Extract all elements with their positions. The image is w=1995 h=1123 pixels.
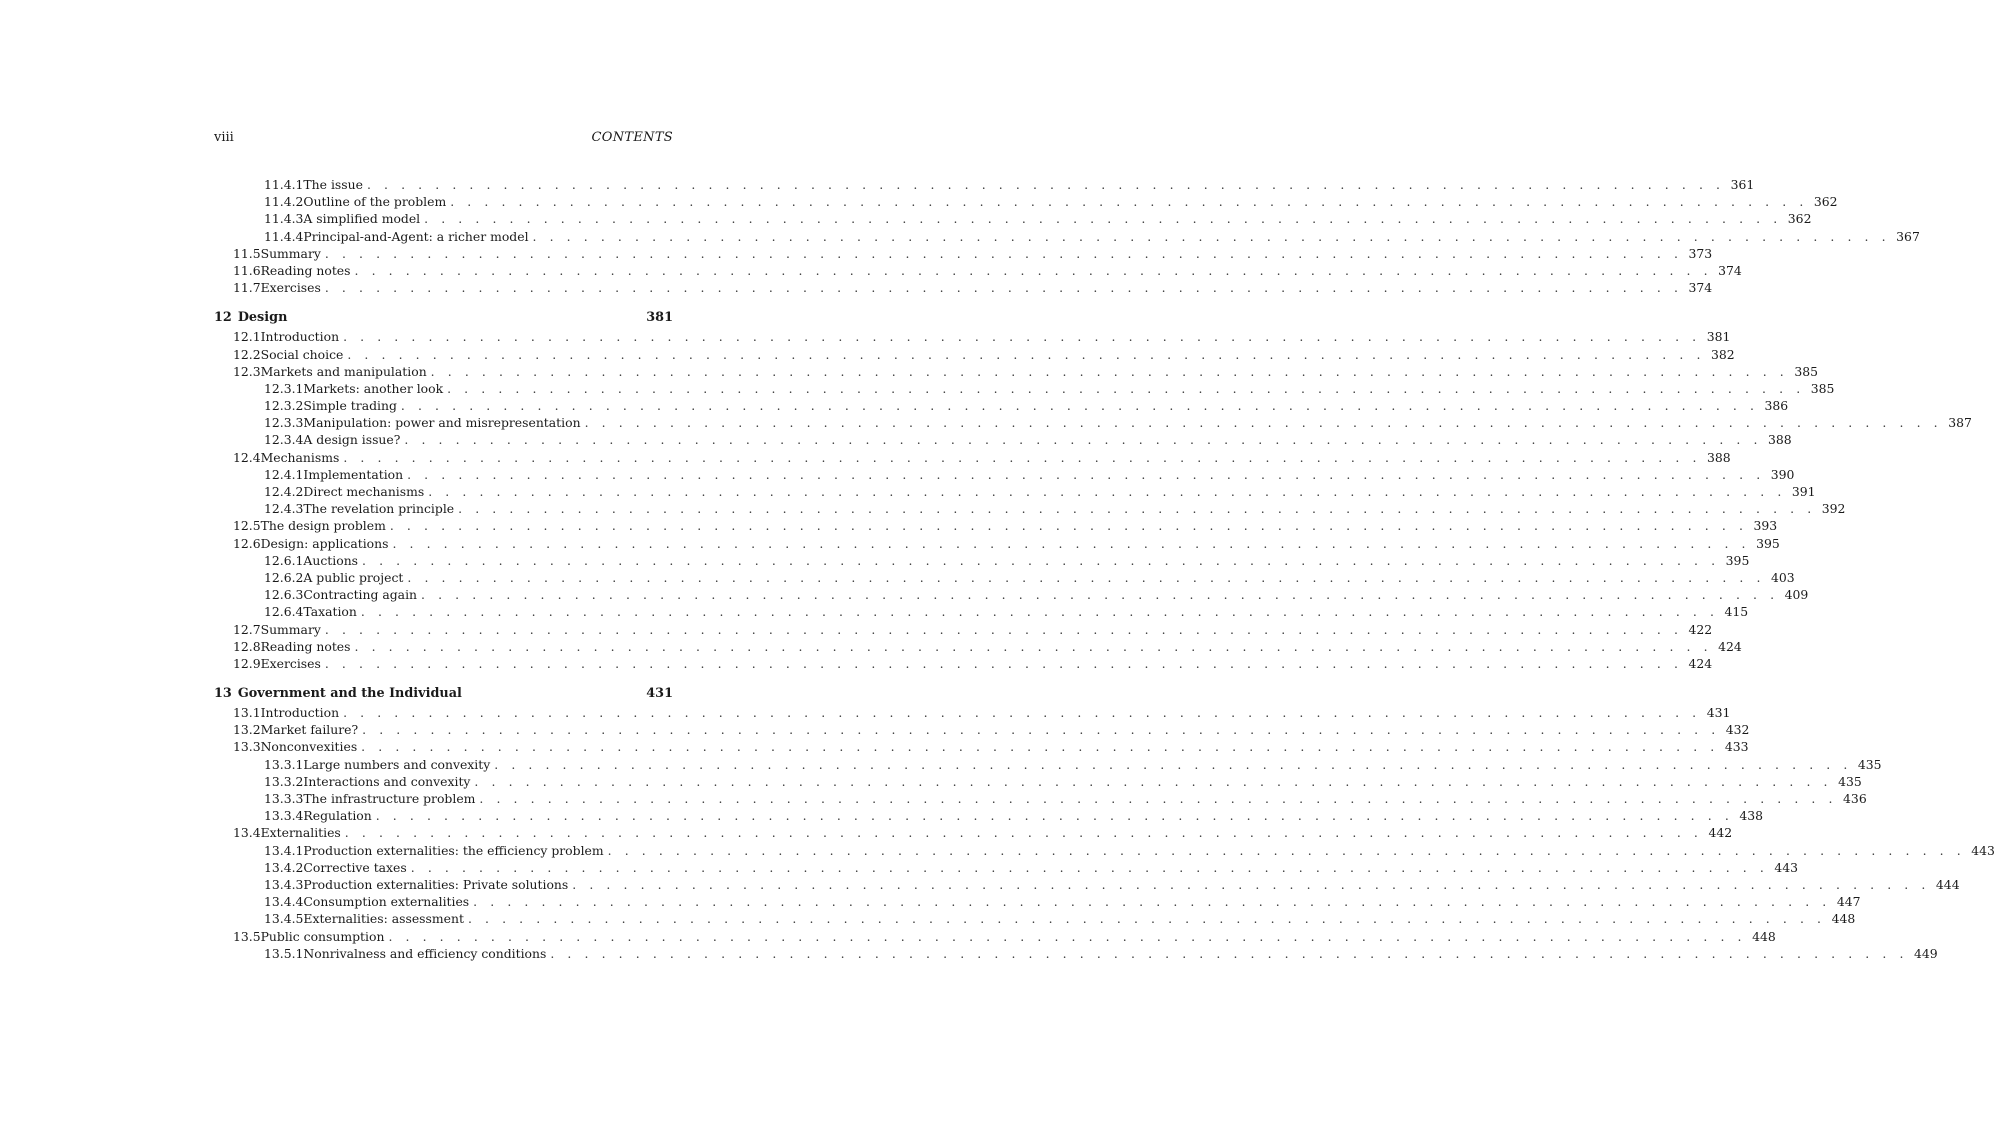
toc-entry-title: Summary [260,621,321,637]
toc-entry-title: Outline of the problem [303,194,447,210]
toc-entry-number: 12.9 [233,655,261,671]
toc-entry-title: The revelation principle [303,501,455,517]
toc-dot-leader: . . . . . . . . . . . . . . . . . . . . . . . . . . . . . . . . . . . . . . . . . . . . . . . . . . . . . . . . . . . . . . . . . . . . . . . . . . . . . . . . [343,449,1701,465]
toc-entry-title: Production externalities: the efficiency problem [303,842,604,858]
toc-entry-page: 386 [1764,398,1789,414]
toc-entry-title: Principal-and-Agent: a richer model [303,228,529,244]
toc-dot-leader: . . . . . . . . . . . . . . . . . . . . . . . . . . . . . . . . . . . . . . . . . . . . . . . . . . . . . . . . . . . . . . . . . . . . . . . . . . . . . . . . [407,466,1765,482]
toc-entry-number: 11.7 [233,280,261,296]
toc-entry-number: 11.5 [233,245,261,261]
toc-dot-leader: . . . . . . . . . . . . . . . . . . . . . . . . . . . . . . . . . . . . . . . . . . . . . . . . . . . . . . . . . . . . . . . . . . . . . . . . . . . . . . . . [428,484,1786,499]
toc-dot-leader: . . . . . . . . . . . . . . . . . . . . . . . . . . . . . . . . . . . . . . . . . . . . . . . . . . . . . . . . . . . . . . . . . . . . . . . . . . . . . . . . [407,569,1766,585]
toc-subsection-entry [214,483,1816,500]
toc-entry-number: 13.3.4 [264,808,304,824]
toc-subsection-entry [214,380,1835,397]
toc-entry-number: 12.6.1 [264,552,304,568]
toc-subsection-entry [214,876,1960,893]
toc-subsection-entry [214,466,1795,483]
toc-subsection-entry [214,569,1795,586]
toc-entry-title: Markets and manipulation [260,363,427,379]
toc-subsection-entry [214,910,1856,927]
toc-entry-title: Simple trading [303,398,397,414]
toc-subsection-entry [214,414,1972,431]
toc-entry-number: 12.4.2 [264,484,304,499]
toc-entry-title: Design [237,310,288,326]
toc-dot-leader: . . . . . . . . . . . . . . . . . . . . . . . . . . . . . . . . . . . . . . . . . . . . . . . . . . . . . . . . . . . . . . . . . . . . . . . . . . . . . . . . [458,501,1816,517]
toc-section-entry [214,535,1780,552]
toc-entry-page: 449 [1914,945,1938,961]
toc-dot-leader: . . . . . . . . . . . . . . . . . . . . . . . . . . . . . . . . . . . . . . . . . . . . . . . . . . . . . . . . . . . . . . . . . . . . . . . . . . . . . . . . [354,262,1713,278]
toc-entry-number: 13 [214,686,232,702]
toc-entry-page: 395 [1756,535,1780,551]
toc-entry-number: 11.4.2 [264,194,304,210]
toc-entry-page: 431 [646,686,673,702]
toc-section-entry [214,721,1750,738]
toc-section-entry [214,621,1713,638]
toc-section-entry [214,449,1731,466]
toc-entry-title: Manipulation: power and misrepresentation [303,415,581,431]
toc-section-entry [214,824,1733,841]
toc-entry-number: 12.6.4 [264,604,304,620]
toc-entry-page: 415 [1724,604,1749,620]
toc-dot-leader: . . . . . . . . . . . . . . . . . . . . . . . . . . . . . . . . . . . . . . . . . . . . . . . . . . . . . . . . . . . . . . . . . . . . . . . . . . . . . . . . [424,211,1782,227]
toc-dot-leader: . . . . . . . . . . . . . . . . . . . . . . . . . . . . . . . . . . . . . . . . . . . . . . . . . . . . . . . . . . . . . . . . . . . . . . . . . . . . . . . . [343,329,1701,345]
toc-entry-page: 390 [1770,466,1795,482]
toc-section-entry [214,328,1731,345]
running-title: CONTENTS [591,130,673,145]
toc-entry-page: 433 [1724,739,1749,755]
toc-dot-leader: . . . . . . . . . . . . . . . . . . . . . . . . . . . . . . . . . . . . . . . . . . . . . . . . . . . . . . . . . . . . . . . . . . . . . . . . . . . . . . . . [324,280,1683,296]
toc-entry-page: 373 [1688,245,1713,261]
toc-dot-leader: . . . . . . . . . . . . . . . . . . . . . . . . . . . . . . . . . . . . . . . . . . . . . . . . . . . . . . . . . . . . . . . . . . . . . . . . . . . . . . . . [324,621,1683,637]
toc-entry-page: 424 [1718,638,1742,654]
toc-entry-page: 444 [1935,876,1960,892]
toc-dot-leader: . . . . . . . . . . . . . . . . . . . . . . . . . . . . . . . . . . . . . . . . . . . . . . . . . . . . . . . . . . . . . . . . . . . . . . . . . . . . . . . . [584,415,1943,431]
toc-entry-page: 362 [1813,194,1838,210]
page-number: viii [214,130,234,145]
toc-dot-leader: . . . . . . . . . . . . . . . . . . . . . . . . . . . . . . . . . . . . . . . . . . . . . . . . . . . . . . . . . . . . . . . . . . . . . . . . . . . . . . . . [532,228,1891,244]
toc-entry-title: Regulation [303,808,372,824]
toc-entry-number: 12.4.3 [264,501,304,517]
toc-entry-title: A simplified model [303,211,421,227]
toc-entry-title: Social choice [260,346,344,362]
toc-section-entry [214,363,1818,380]
toc-entry-page: 438 [1739,808,1764,824]
toc-entry-number: 13.2 [233,722,261,738]
toc-entry-page: 435 [1857,756,1882,772]
toc-dot-leader: . . . . . . . . . . . . . . . . . . . . . . . . . . . . . . . . . . . . . . . . . . . . . . . . . . . . . . . . . . . . . . . . . . . . . . . . . . . . . . . . [362,722,1720,738]
toc-section-entry [214,738,1749,755]
toc-section-entry [214,928,1776,945]
toc-subsection-entry [214,176,1755,193]
toc-entry-title: Direct mechanisms [303,484,425,499]
toc-entry-page: 361 [1730,177,1755,192]
toc-entry-number: 12.3.3 [264,415,304,431]
toc-dot-leader: . . . . . . . . . . . . . . . . . . . . . . . . . . . . . . . . . . . . . . . . . . . . . . . . . . . . . . . . . . . . . . . . . . . . . . . . . . . . . . . . [410,859,1769,875]
toc-entry-number: 11.4.3 [264,211,304,227]
toc-entry-number: 12.3 [233,363,261,379]
toc-dot-leader: . . . . . . . . . . . . . . . . . . . . . . . . . . . . . . . . . . . . . . . . . . . . . . . . . . . . . . . . . . . . . . . . . . . . . . . . . . . . . . . . [421,587,1779,603]
toc-entry-number: 12.3.4 [264,432,304,448]
toc-entry-title: Public consumption [260,928,385,944]
toc-entry-page: 442 [1708,825,1733,841]
toc-subsection-entry [214,500,1846,517]
toc-entry-page: 393 [1753,518,1778,534]
toc-entry-page: 424 [1688,655,1713,671]
toc-subsection-entry [214,842,1995,859]
toc-entry-page: 381 [646,310,673,326]
toc-entry-page: 403 [1771,569,1795,585]
toc-entry-page: 443 [1971,842,1995,858]
toc-entry-number: 13.3 [233,739,261,755]
toc-entry-number: 12.6 [233,535,261,551]
toc-entry-number: 12.5 [233,518,261,534]
toc-entry-page: 385 [1794,363,1818,379]
toc-entry-page: 374 [1688,280,1713,296]
toc-dot-leader: . . . . . . . . . . . . . . . . . . . . . . . . . . . . . . . . . . . . . . . . . . . . . . . . . . . . . . . . . . . . . . . . . . . . . . . . . . . . . . . . [362,552,1720,568]
toc-section-entry [214,346,1735,363]
toc-dot-leader: . . . . . . . . . . . . . . . . . . . . . . . . . . . . . . . . . . . . . . . . . . . . . . . . . . . . . . . . . . . . . . . . . . . . . . . . . . . . . . . . [389,518,1748,534]
toc-dot-leader: . . . . . . . . . . . . . . . . . . . . . . . . . . . . . . . . . . . . . . . . . . . . . . . . . . . . . . . . . . . . . . . . . . . . . . . . . . . . . . . . [473,894,1831,910]
toc-entry-page: 436 [1843,791,1867,806]
toc-entry-number: 13.4.5 [264,911,304,927]
toc-entry-title: A public project [303,569,404,585]
toc-entry-number: 12.6.3 [264,587,304,603]
toc-dot-leader: . . . . . . . . . . . . . . . . . . . . . . . . . . . . . . . . . . . . . . . . . . . . . . . . . . . . . . . . . . . . . . . . . . . . . . . . . . . . . . . . [360,604,1719,620]
toc-entry-title: Summary [260,245,321,261]
toc-subsection-entry [214,193,1838,210]
toc-entry-title: Externalities: assessment [303,911,464,927]
toc-entry-number: 12.4 [233,449,261,465]
toc-entry-page: 395 [1725,552,1750,568]
toc-entry-page: 387 [1948,415,1972,431]
toc-dot-leader: . . . . . . . . . . . . . . . . . . . . . . . . . . . . . . . . . . . . . . . . . . . . . . . . . . . . . . . . . . . . . . . . . . . . . . . . . . . . . . . . [361,739,1719,755]
toc-subsection-entry [214,893,1861,910]
toc-entry-title: Nonconvexities [260,739,358,755]
document-page [214,130,1995,962]
running-head [214,130,673,160]
toc-subsection-entry [214,431,1792,448]
toc-subsection-entry [214,210,1812,227]
toc-entry-page: 385 [1810,380,1835,396]
toc-dot-leader: . . . . . . . . . . . . . . . . . . . . . . . . . . . . . . . . . . . . . . . . . . . . . . . . . . . . . . . . . . . . . . . . . . . . . . . . . . . . . . . . [375,808,1734,824]
toc-entry-title: Taxation [303,604,357,620]
toc-entry-title: Market failure? [260,722,359,738]
toc-entry-page: 374 [1718,262,1742,278]
toc-entry-number: 13.4.4 [264,894,304,910]
toc-entry-title: Interactions and convexity [303,773,471,789]
toc-entry-number: 12.2 [233,346,261,362]
toc-subsection-entry [214,859,1799,876]
toc-subsection-entry [214,228,1920,245]
toc-entry-title: Auctions [303,552,359,568]
toc-dot-leader: . . . . . . . . . . . . . . . . . . . . . . . . . . . . . . . . . . . . . . . . . . . . . . . . . . . . . . . . . . . . . . . . . . . . . . . . . . . . . . . . [354,638,1713,654]
toc-subsection-entry [214,756,1882,773]
toc-entry-page: 435 [1838,773,1862,789]
toc-entry-number: 11.4.1 [264,177,304,192]
toc-entry-page: 388 [1768,432,1792,448]
toc-subsection-entry [214,586,1809,603]
toc-subsection-entry [214,807,1764,824]
toc-entry-page: 391 [1791,484,1816,499]
toc-entry-title: Government and the Individual [237,686,462,702]
toc-dot-leader: . . . . . . . . . . . . . . . . . . . . . . . . . . . . . . . . . . . . . . . . . . . . . . . . . . . . . . . . . . . . . . . . . . . . . . . . . . . . . . . . [467,911,1826,927]
toc-subsection-entry [214,773,1862,790]
toc-entry-number: 12.3.2 [264,398,304,414]
toc-dot-leader: . . . . . . . . . . . . . . . . . . . . . . . . . . . . . . . . . . . . . . . . . . . . . . . . . . . . . . . . . . . . . . . . . . . . . . . . . . . . . . . . [607,842,1966,858]
toc-entry-number: 13.3.3 [264,791,304,806]
toc-entry-title: Reading notes [260,262,351,278]
toc-dot-leader: . . . . . . . . . . . . . . . . . . . . . . . . . . . . . . . . . . . . . . . . . . . . . . . . . . . . . . . . . . . . . . . . . . . . . . . . . . . . . . . . [474,773,1833,789]
toc-dot-leader: . . . . . . . . . . . . . . . . . . . . . . . . . . . . . . . . . . . . . . . . . . . . . . . . . . . . . . . . . . . . . . . . . . . . . . . . . . . . . . . . [494,756,1852,772]
toc-dot-leader: . . . . . . . . . . . . . . . . . . . . . . . . . . . . . . . . . . . . . . . . . . . . . . . . . . . . . . . . . . . . . . . . . . . . . . . . . . . . . . . . [447,380,1805,396]
toc-entry-number: 13.5.1 [264,945,304,961]
toc-entry-number: 13.4.3 [264,876,304,892]
toc-entry-page: 388 [1706,449,1731,465]
toc-entry-number: 12.6.2 [264,569,304,585]
toc-entry-page: 382 [1711,346,1735,362]
toc-dot-leader: . . . . . . . . . . . . . . . . . . . . . . . . . . . . . . . . . . . . . . . . . . . . . . . . . . . . . . . . . . . . . . . . . . . . . . . . . . . . . . . . [550,945,1908,961]
toc-entry-title: Consumption externalities [303,894,470,910]
toc-entry-title: Introduction [260,329,340,345]
toc-dot-leader: . . . . . . . . . . . . . . . . . . . . . . . . . . . . . . . . . . . . . . . . . . . . . . . . . . . . . . . . . . . . . . . . . . . . . . . . . . . . . . . . [347,346,1705,362]
toc-dot-leader: . . . . . . . . . . . . . . . . . . . . . . . . . . . . . . . . . . . . . . . . . . . . . . . . . . . . . . . . . . . . . . . . . . . . . . . . . . . . . . . . [430,363,1789,379]
toc-subsection-entry [214,945,1938,962]
toc-entry-title: Reading notes [260,638,351,654]
toc-dot-leader: . . . . . . . . . . . . . . . . . . . . . . . . . . . . . . . . . . . . . . . . . . . . . . . . . . . . . . . . . . . . . . . . . . . . . . . . . . . . . . . . [388,928,1747,944]
toc-subsection-entry [214,552,1750,569]
toc-dot-leader: . . . . . . . . . . . . . . . . . . . . . . . . . . . . . . . . . . . . . . . . . . . . . . . . . . . . . . . . . . . . . . . . . . . . . . . . . . . . . . . . [400,398,1759,414]
toc-entry-title: A design issue? [303,432,401,448]
toc-entry-page: 447 [1836,894,1861,910]
toc-entry-title: Contracting again [303,587,418,603]
toc-entry-title: Markets: another look [303,380,444,396]
toc-entry-title: Corrective taxes [303,859,407,875]
toc-dot-leader: . . . . . . . . . . . . . . . . . . . . . . . . . . . . . . . . . . . . . . . . . . . . . . . . . . . . . . . . . . . . . . . . . . . . . . . . . . . . . . . . [366,177,1725,192]
toc-section-entry [214,517,1778,534]
toc-dot-leader: . . . . . . . . . . . . . . . . . . . . . . . . . . . . . . . . . . . . . . . . . . . . . . . . . . . . . . . . . . . . . . . . . . . . . . . . . . . . . . . . [324,245,1683,261]
toc-subsection-entry [214,397,1789,414]
toc-section-entry [214,638,1742,655]
toc-dot-leader: . . . . . . . . . . . . . . . . . . . . . . . . . . . . . . . . . . . . . . . . . . . . . . . . . . . . . . . . . . . . . . . . . . . . . . . . . . . . . . . . [343,705,1701,721]
table-of-contents [214,176,1995,962]
toc-entry-number: 12.1 [233,329,261,345]
toc-entry-page: 448 [1831,911,1856,927]
toc-entry-page: 422 [1688,621,1713,637]
toc-entry-title: Large numbers and convexity [303,756,491,772]
toc-entry-number: 13.3.2 [264,773,304,789]
toc-entry-page: 431 [1706,705,1731,721]
toc-entry-title: Design: applications [260,535,389,551]
toc-entry-page: 381 [1706,329,1731,345]
toc-dot-leader: . . . . . . . . . . . . . . . . . . . . . . . . . . . . . . . . . . . . . . . . . . . . . . . . . . . . . . . . . . . . . . . . . . . . . . . . . . . . . . . . [392,535,1751,551]
toc-section-entry [214,704,1731,721]
toc-entry-number: 11.4.4 [264,228,304,244]
toc-dot-leader: . . . . . . . . . . . . . . . . . . . . . . . . . . . . . . . . . . . . . . . . . . . . . . . . . . . . . . . . . . . . . . . . . . . . . . . . . . . . . . . . [324,655,1683,671]
toc-entry-title: Production externalities: Private solutions [303,876,569,892]
toc-entry-page: 432 [1725,722,1750,738]
toc-entry-title: The design problem [260,518,386,534]
toc-entry-page: 409 [1784,587,1809,603]
toc-dot-leader: . . . . . . . . . . . . . . . . . . . . . . . . . . . . . . . . . . . . . . . . . . . . . . . . . . . . . . . . . . . . . . . . . . . . . . . . . . . . . . . . [572,876,1930,892]
toc-entry-title: Introduction [260,705,340,721]
toc-entry-number: 13.3.1 [264,756,304,772]
toc-dot-leader: . . . . . . . . . . . . . . . . . . . . . . . . . . . . . . . . . . . . . . . . . . . . . . . . . . . . . . . . . . . . . . . . . . . . . . . . . . . . . . . . [479,791,1838,806]
toc-entry-page: 443 [1774,859,1799,875]
toc-entry-number: 13.4 [233,825,261,841]
toc-entry-number: 13.5 [233,928,261,944]
toc-dot-leader: . . . . . . . . . . . . . . . . . . . . . . . . . . . . . . . . . . . . . . . . . . . . . . . . . . . . . . . . . . . . . . . . . . . . . . . . . . . . . . . . [450,194,1808,210]
toc-subsection-entry [214,603,1749,620]
toc-entry-title: The infrastructure problem [303,791,476,806]
toc-entry-number: 12.4.1 [264,466,304,482]
toc-entry-page: 362 [1787,211,1812,227]
toc-entry-number: 12.7 [233,621,261,637]
toc-subsection-entry [214,790,1867,807]
toc-entry-number: 12.8 [233,638,261,654]
toc-entry-number: 12 [214,310,232,326]
toc-entry-title: Externalities [260,825,341,841]
toc-section-entry [214,655,1713,672]
toc-dot-leader: . . . . . . . . . . . . . . . . . . . . . . . . . . . . . . . . . . . . . . . . . . . . . . . . . . . . . . . . . . . . . . . . . . . . . . . . . . . . . . . . [344,825,1703,841]
toc-section-entry [214,279,1713,296]
toc-section-entry [214,245,1713,262]
toc-entry-title: Implementation [303,466,404,482]
toc-section-entry [214,262,1742,279]
toc-chapter-entry [214,308,673,328]
toc-entry-number: 11.6 [233,262,261,278]
toc-chapter-entry [214,684,673,704]
toc-entry-title: Mechanisms [260,449,340,465]
toc-entry-title: Exercises [260,655,321,671]
toc-entry-page: 367 [1896,228,1920,244]
toc-entry-title: Exercises [260,280,321,296]
toc-entry-number: 13.1 [233,705,261,721]
toc-entry-number: 13.4.1 [264,842,304,858]
toc-entry-number: 12.3.1 [264,380,304,396]
toc-entry-page: 392 [1821,501,1846,517]
toc-entry-number: 13.4.2 [264,859,304,875]
toc-dot-leader: . . . . . . . . . . . . . . . . . . . . . . . . . . . . . . . . . . . . . . . . . . . . . . . . . . . . . . . . . . . . . . . . . . . . . . . . . . . . . . . . [404,432,1763,448]
toc-entry-title: The issue [303,177,363,192]
toc-entry-title: Nonrivalness and efficiency conditions [303,945,547,961]
toc-entry-page: 448 [1752,928,1776,944]
